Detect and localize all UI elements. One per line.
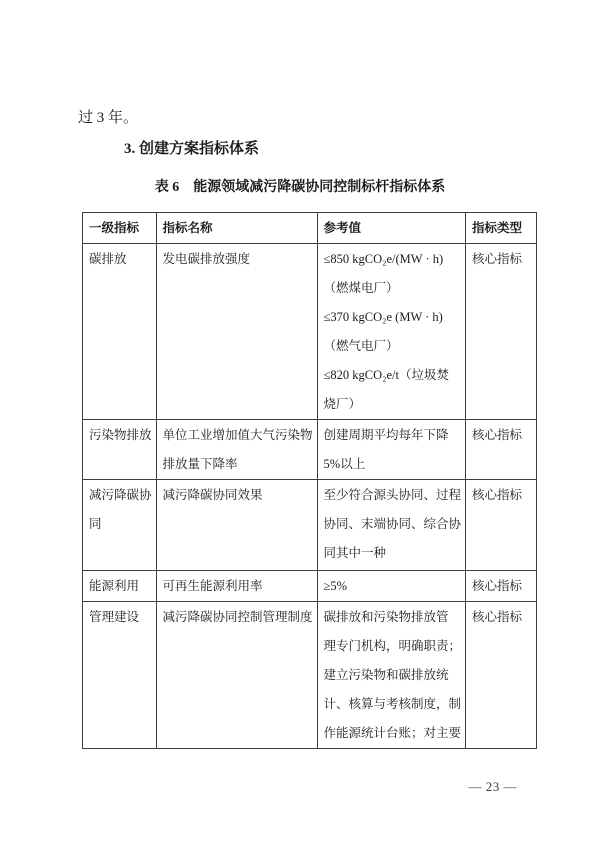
cell-indicator-name: 可再生能源利用率: [156, 571, 317, 602]
cell-reference-value: ≤850 kgCO₂e/(MW · h) （燃煤电厂） ≤370 kgCO₂e (MW · h) （燃气电厂） ≤820 kgCO₂e/t（垃圾焚 烧厂）: [317, 244, 466, 420]
cell-indicator-type: 核心指标: [466, 602, 537, 749]
table-row: [83, 244, 537, 420]
page-number: — 23 —: [468, 779, 517, 794]
header-name: 指标名称: [156, 213, 317, 244]
cell-indicator-type: 核心指标: [466, 244, 537, 420]
cell-level1: 污染物排放: [83, 420, 157, 480]
header-level1: 一级指标: [83, 213, 157, 244]
cell-level1: 能源利用: [83, 571, 157, 602]
cell-indicator-type: 核心指标: [466, 480, 537, 571]
table-caption: 表 6 能源领域减污降碳协同控制标杆指标体系: [154, 180, 446, 195]
indicator-table: [82, 212, 537, 749]
table-row: [83, 420, 537, 480]
cell-reference-value: 碳排放和污染物排放管 理专门机构，明确职责； 建立污染物和碳排放统 计、核算与考核制度，制 作能源统计台账；对主要: [317, 602, 466, 749]
cell-indicator-type: 核心指标: [466, 571, 537, 602]
header-type: 指标类型: [466, 213, 537, 244]
table-header-row: [83, 213, 537, 244]
intro-paragraph: 过 3 年。: [78, 110, 139, 126]
table-row: [83, 480, 537, 571]
cell-indicator-type: 核心指标: [466, 420, 537, 480]
table-row: [83, 602, 537, 749]
cell-indicator-name: 单位工业增加值大气污染物 排放量下降率: [156, 420, 317, 480]
cell-indicator-name: 减污降碳协同控制管理制度: [156, 602, 317, 749]
header-reference: 参考值: [317, 213, 466, 244]
section-heading: 3. 创建方案指标体系: [124, 141, 260, 157]
cell-level1: 碳排放: [83, 244, 157, 420]
cell-reference-value: 创建周期平均每年下降 5%以上: [317, 420, 466, 480]
table-row: [83, 571, 537, 602]
cell-reference-value: 至少符合源头协同、过程 协同、末端协同、综合协 同其中一种: [317, 480, 466, 571]
cell-level1: 减污降碳协 同: [83, 480, 157, 571]
cell-indicator-name: 减污降碳协同效果: [156, 480, 317, 571]
cell-reference-value: ≥5%: [317, 571, 466, 602]
cell-indicator-name: 发电碳排放强度: [156, 244, 317, 420]
cell-level1: 管理建设: [83, 602, 157, 749]
